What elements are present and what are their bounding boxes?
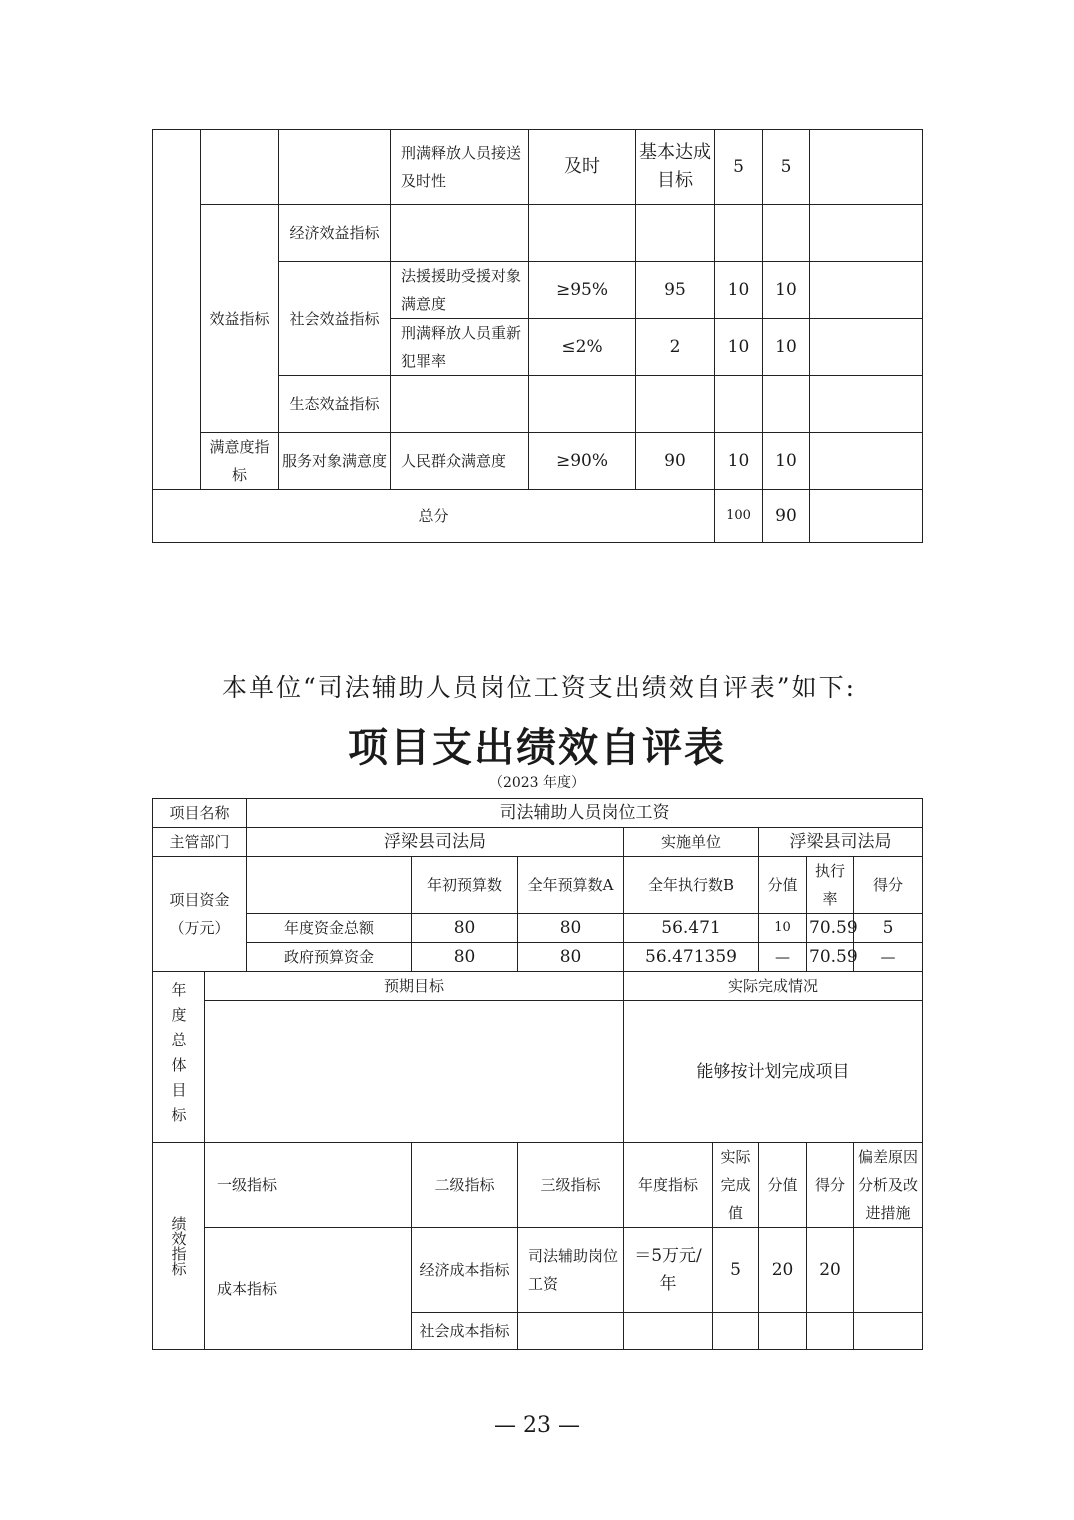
cost-annual-target: ＝5万元/年 (624, 1228, 713, 1313)
table-row (153, 828, 923, 857)
econ-benefit-label: 经济效益指标 (279, 205, 391, 262)
table-row (153, 1143, 923, 1228)
score-value: 5 (854, 914, 923, 943)
indicator-target: 及时 (529, 130, 636, 205)
indicator-actual: 95 (636, 262, 715, 319)
row-label: 政府预算资金 (247, 943, 412, 972)
blank-cell (636, 376, 715, 433)
cost-indicator-label: 成本指标 (205, 1228, 412, 1350)
score-max-value: 10 (759, 914, 807, 943)
satisfaction-indicator-label: 满意度指标 (201, 433, 279, 490)
full-year-value: 80 (518, 943, 624, 972)
executed-value: 56.471359 (624, 943, 759, 972)
indicator-name: 刑满释放人员重新犯罪率 (391, 319, 529, 376)
expected-goal-content (205, 1001, 624, 1143)
blank-cell (807, 1313, 854, 1350)
actual-completion-content: 能够按计划完成项目 (624, 1001, 923, 1143)
header-full-year-budget: 全年预算数A (518, 857, 624, 914)
indicator-score: 5 (763, 130, 810, 205)
table-row (153, 914, 923, 943)
indicator-name: 法援援助受援对象满意度 (391, 262, 529, 319)
table-row (153, 799, 923, 828)
blank-cell (529, 376, 636, 433)
blank-cell (810, 319, 923, 376)
header-level2: 二级指标 (412, 1143, 518, 1228)
initial-value: 80 (412, 943, 518, 972)
indicator-score-max: 10 (715, 319, 763, 376)
blank-cell (854, 1313, 923, 1350)
dept-label: 主管部门 (153, 828, 247, 857)
total-label: 总分 (153, 490, 715, 543)
header-executed: 全年执行数B (624, 857, 759, 914)
initial-value: 80 (412, 914, 518, 943)
blank-cell (810, 262, 923, 319)
header-score: 得分 (807, 1143, 854, 1228)
expected-goal-label: 预期目标 (205, 972, 624, 1001)
blank-cell (810, 130, 923, 205)
header-deviation: 偏差原因分析及改进措施 (854, 1143, 923, 1228)
blank-cell (715, 376, 763, 433)
social-cost-label: 社会成本指标 (412, 1313, 518, 1350)
table-row (153, 1001, 923, 1143)
table-row (153, 130, 923, 205)
blank-cell (810, 376, 923, 433)
indicator-score-max: 5 (715, 130, 763, 205)
project-name: 司法辅助人员岗位工资 (247, 799, 923, 828)
dept-value: 浮梁县司法局 (247, 828, 624, 857)
cost-score-max: 20 (759, 1228, 807, 1313)
blank-cell (713, 1313, 759, 1350)
table-row-total (153, 490, 923, 543)
indicator-target: ≤2% (529, 319, 636, 376)
header-level1: 一级指标 (205, 1143, 412, 1228)
indicator-actual: 90 (636, 433, 715, 490)
header-initial-budget: 年初预算数 (412, 857, 518, 914)
actual-completion-label: 实际完成情况 (624, 972, 923, 1001)
cost-score: 20 (807, 1228, 854, 1313)
score-max-value: — (759, 943, 807, 972)
table-row (153, 205, 923, 262)
blank-cell (247, 857, 412, 914)
table-row (153, 433, 923, 490)
indicator-score-max: 10 (715, 262, 763, 319)
funds-label: 项目资金（万元） (153, 857, 247, 972)
top-performance-table (152, 129, 923, 543)
header-rate: 执行率 (807, 857, 854, 914)
year-label: （2023 年度） (488, 775, 586, 791)
total-max: 100 (715, 490, 763, 543)
indicator-score-max: 10 (715, 433, 763, 490)
indicator-actual: 2 (636, 319, 715, 376)
indicator-score: 10 (763, 319, 810, 376)
self-evaluation-form (152, 798, 923, 1350)
executed-value: 56.471 (624, 914, 759, 943)
blank-cell (201, 130, 279, 205)
service-satisfaction-label: 服务对象满意度 (279, 433, 391, 490)
indicator-score: 10 (763, 262, 810, 319)
indicator-actual: 基本达成目标 (636, 130, 715, 205)
blank-cell (518, 1313, 624, 1350)
indicator-target: ≥90% (529, 433, 636, 490)
full-year-value: 80 (518, 914, 624, 943)
row-label: 年度资金总额 (247, 914, 412, 943)
benefit-indicator-label: 效益指标 (201, 205, 279, 433)
table-row (153, 943, 923, 972)
page-number: — 23 — (494, 1413, 580, 1438)
blank-cell (810, 433, 923, 490)
header-actual-value: 实际完成值 (713, 1143, 759, 1228)
cost-actual-value: 5 (713, 1228, 759, 1313)
indicator-score: 10 (763, 433, 810, 490)
score-value: — (854, 943, 923, 972)
table-row (153, 1228, 923, 1313)
unit-value: 浮梁县司法局 (759, 828, 923, 857)
header-score-max: 分值 (759, 857, 807, 914)
blank-cell (391, 205, 529, 262)
indicator-target: ≥95% (529, 262, 636, 319)
total-score: 90 (763, 490, 810, 543)
header-level3: 三级指标 (518, 1143, 624, 1228)
blank-cell (715, 205, 763, 262)
header-score-max: 分值 (759, 1143, 807, 1228)
blank-cell (810, 490, 923, 543)
social-benefit-label: 社会效益指标 (279, 262, 391, 376)
header-annual: 年度指标 (624, 1143, 713, 1228)
page-title: 项目支出绩效自评表 (348, 725, 726, 771)
blank-cell (624, 1313, 713, 1350)
table-row (153, 857, 923, 914)
blank-cell (391, 376, 529, 433)
indicator-name: 人民群众满意度 (391, 433, 529, 490)
blank-cell (763, 205, 810, 262)
econ-cost-label: 经济成本指标 (412, 1228, 518, 1313)
blank-cell (279, 130, 391, 205)
rate-value: 70.59 (807, 943, 854, 972)
rate-value: 70.59 (807, 914, 854, 943)
annual-goal-label: 年度总体目标 (153, 972, 205, 1143)
header-score: 得分 (854, 857, 923, 914)
eco-benefit-label: 生态效益指标 (279, 376, 391, 433)
blank-cell (854, 1228, 923, 1313)
performance-indicator-label: 绩效指标 (153, 1143, 205, 1350)
blank-cell (153, 130, 201, 490)
table-row (153, 972, 923, 1001)
blank-cell (636, 205, 715, 262)
blank-cell (529, 205, 636, 262)
blank-cell (759, 1313, 807, 1350)
cost-indicator-name: 司法辅助岗位工资 (518, 1228, 624, 1313)
blank-cell (810, 205, 923, 262)
intro-text: 本单位“司法辅助人员岗位工资支出绩效自评表”如下: (222, 673, 856, 702)
indicator-name: 刑满释放人员接送及时性 (391, 130, 529, 205)
unit-label: 实施单位 (624, 828, 759, 857)
blank-cell (763, 376, 810, 433)
project-name-label: 项目名称 (153, 799, 247, 828)
